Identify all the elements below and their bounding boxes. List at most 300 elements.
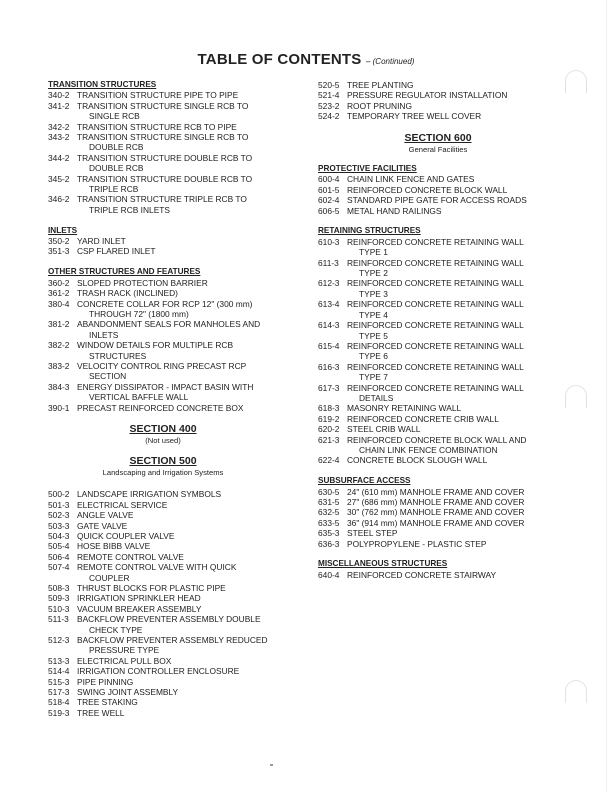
entry-title-continuation: TRIPLE RCB INLETS: [89, 204, 170, 215]
toc-entry: [48, 656, 278, 666]
entry-number: 340-2: [48, 90, 70, 101]
entry-title: [77, 246, 278, 256]
group-heading: TRANSITION STRUCTURES: [48, 80, 157, 89]
toc-entry: [318, 362, 558, 383]
section-500: [48, 455, 278, 477]
entry-number: 514-4: [48, 666, 70, 677]
toc-entry: [48, 278, 278, 288]
left-column: [48, 80, 278, 729]
toc-entry: [318, 101, 558, 111]
entry-title: [77, 593, 278, 603]
entry-title-line: VELOCITY CONTROL RING PRECAST RCP: [77, 360, 247, 371]
toc-entry: [48, 708, 278, 718]
entry-number: 380-4: [48, 298, 70, 309]
toc-entry: [48, 666, 278, 676]
entry-title-line: WINDOW DETAILS FOR MULTIPLE RCB: [77, 340, 234, 351]
entry-title-continuation: TYPE 6: [359, 351, 388, 362]
entry-title: [77, 174, 278, 195]
entry-title-line: LANDSCAPE IRRIGATION SYMBOLS: [77, 489, 222, 500]
entry-number: 602-4: [318, 195, 340, 206]
toc-entry: [318, 320, 558, 341]
entry-title: [77, 382, 278, 403]
group-heading: SUBSURFACE ACCESS: [318, 476, 411, 486]
entry-number: 512-3: [48, 635, 70, 646]
entry-title-line: REINFORCED CONCRETE RETAINING WALL: [347, 320, 524, 331]
entry-title-continuation: INLETS: [89, 329, 119, 340]
entry-number: 343-2: [48, 132, 70, 143]
entry-title: [347, 528, 558, 538]
entry-title-line: METAL HAND RAILINGS: [347, 205, 442, 216]
entry-title: [77, 521, 278, 531]
toc-entry: [318, 403, 558, 413]
section-400: [48, 423, 278, 445]
entry-title-line: TREE STAKING: [77, 697, 138, 708]
group-inlets: [48, 226, 278, 257]
entry-title-line: REMOTE CONTROL VALVE WITH QUICK: [77, 562, 237, 573]
entry-title: [347, 237, 558, 258]
entry-title-continuation: COUPLER: [89, 572, 130, 583]
toc-entry: [48, 174, 278, 195]
entry-title-line: REINFORCED CONCRETE RETAINING WALL: [347, 236, 524, 247]
entry-title-continuation: SECTION: [89, 371, 127, 382]
entry-title-line: PRECAST REINFORCED CONCRETE BOX: [77, 402, 244, 413]
entry-title-line: TRASH RACK (INCLINED): [77, 288, 178, 299]
toc-entry: [318, 435, 558, 456]
entry-title-continuation: DETAILS: [359, 392, 394, 403]
entry-title: [347, 111, 558, 121]
group-misc: [318, 559, 558, 580]
section-400-subtitle: (Not used): [145, 436, 181, 446]
entry-title-line: PRESSURE REGULATOR INSTALLATION: [347, 90, 508, 101]
entry-number: 606-5: [318, 205, 340, 216]
entry-title: [77, 666, 278, 676]
entry-title: [77, 677, 278, 687]
entry-number: 511-3: [48, 614, 69, 625]
entry-title-continuation: TYPE 4: [359, 309, 388, 320]
toc-entry: [48, 510, 278, 520]
entry-number: 610-3: [318, 236, 340, 247]
entry-number: 521-4: [318, 90, 340, 101]
toc-entry: [48, 687, 278, 697]
entry-title: [77, 403, 278, 413]
entry-title: [347, 320, 558, 341]
entry-title-line: TRANSITION STRUCTURE SINGLE RCB TO: [77, 132, 249, 143]
entry-number: 360-2: [48, 277, 70, 288]
entry-title-line: TREE WELL: [77, 707, 125, 718]
right-column: [318, 80, 558, 591]
entry-title: [347, 403, 558, 413]
entry-title-continuation: DOUBLE RCB: [89, 163, 144, 174]
entry-title-line: ELECTRICAL SERVICE: [77, 499, 168, 510]
entry-title-line: CSP FLARED INLET: [77, 246, 156, 257]
toc-entry: [318, 195, 558, 205]
entry-number: 600-4: [318, 174, 340, 185]
toc-entry: [48, 677, 278, 687]
section-600-subtitle: General Facilities: [408, 145, 468, 155]
toc-entry: [48, 153, 278, 174]
punch-hole-top: [565, 70, 587, 93]
toc-entry: [318, 383, 558, 404]
entry-number: 523-2: [318, 100, 340, 111]
entry-number: 508-3: [48, 583, 70, 594]
page-mark: [270, 764, 273, 766]
group-other: [48, 267, 278, 413]
entry-number: 345-2: [48, 173, 70, 184]
entry-title: [77, 687, 278, 697]
toc-entry: [318, 80, 558, 90]
entry-title: [347, 80, 558, 90]
entry-title: [77, 288, 278, 298]
toc-entry: [318, 299, 558, 320]
toc-entry: [48, 340, 278, 361]
entry-title: [77, 614, 278, 635]
entry-title-continuation: CHAIN LINK FENCE COMBINATION: [359, 444, 498, 455]
entry-title-continuation: TRIPLE RCB: [89, 184, 139, 195]
entry-title: [77, 562, 278, 583]
toc-entry: [48, 101, 278, 122]
entry-title-line: GATE VALVE: [77, 520, 128, 531]
entry-number: 635-3: [318, 528, 340, 539]
entry-title: [347, 185, 558, 195]
entry-title-line: VACUUM BREAKER ASSEMBLY: [77, 603, 202, 614]
entry-title-continuation: TYPE 1: [359, 247, 388, 258]
entry-number: 621-3: [318, 434, 340, 445]
entry-title: [77, 299, 278, 320]
entry-number: 515-3: [48, 676, 70, 687]
toc-entry: [48, 614, 278, 635]
entry-title-line: ABANDONMENT SEALS FOR MANHOLES AND: [77, 319, 261, 330]
entry-title-continuation: THROUGH 72" (1800 mm): [89, 308, 189, 319]
entry-number: 361-2: [48, 288, 70, 299]
entry-title: [77, 531, 278, 541]
entry-title-line: REMOTE CONTROL VALVE: [77, 551, 184, 562]
toc-entry: [48, 246, 278, 256]
entry-title-line: TRANSITION STRUCTURE RCB TO PIPE: [77, 121, 237, 132]
entry-title: [347, 206, 558, 216]
entry-number: 615-4: [318, 340, 340, 351]
entry-title: [77, 194, 278, 215]
toc-entry: [48, 489, 278, 499]
entry-title: [347, 414, 558, 424]
entry-title: [77, 132, 278, 153]
entry-title-line: TREE PLANTING: [347, 80, 414, 90]
entry-title-line: 24" (610 mm) MANHOLE FRAME AND COVER: [347, 486, 525, 497]
entry-number: 382-2: [48, 340, 70, 351]
entry-number: 505-4: [48, 541, 70, 552]
entry-title-line: STANDARD PIPE GATE FOR ACCESS ROADS: [347, 195, 527, 206]
entry-number: 619-2: [318, 413, 340, 424]
toc-entry: [318, 424, 558, 434]
entry-number: 350-2: [48, 236, 70, 247]
title-continued: – (Continued): [365, 57, 415, 66]
entry-title-line: REINFORCED CONCRETE STAIRWAY: [347, 569, 497, 580]
entry-number: 342-2: [48, 121, 70, 132]
entry-title-line: REINFORCED CONCRETE RETAINING WALL: [347, 278, 524, 289]
entry-number: 631-5: [318, 496, 340, 507]
page-edge: [606, 0, 607, 792]
toc-entry: [48, 635, 278, 656]
entry-number: 616-3: [318, 361, 340, 372]
entry-title-line: ROOT PRUNING: [347, 100, 412, 111]
entry-number: 633-5: [318, 517, 340, 528]
entry-title-line: STEEL CRIB WALL: [347, 424, 421, 435]
toc-entry: [318, 278, 558, 299]
entry-number: 383-2: [48, 360, 70, 371]
entry-title-line: 36" (914 mm) MANHOLE FRAME AND COVER: [347, 517, 525, 528]
toc-entry: [318, 237, 558, 258]
entry-number: 520-5: [318, 80, 340, 90]
entry-title: [347, 539, 558, 549]
entry-title: [347, 362, 558, 383]
entry-title: [347, 570, 558, 580]
entry-number: 502-3: [48, 510, 70, 521]
toc-entry: [48, 122, 278, 132]
entry-number: 351-3: [48, 246, 70, 257]
entry-title: [77, 236, 278, 246]
entry-title: [77, 708, 278, 718]
entry-title-line: REINFORCED CONCRETE RETAINING WALL: [347, 299, 524, 310]
toc-entry: [48, 583, 278, 593]
group-transition: [48, 80, 278, 215]
entry-title: [77, 500, 278, 510]
entry-title-line: REINFORCED CONCRETE BLOCK WALL AND: [347, 434, 527, 445]
entry-title-line: STEEL STEP: [347, 528, 398, 539]
toc-entry: [318, 507, 558, 517]
toc-entry: [318, 455, 558, 465]
entry-title-line: REINFORCED CONCRETE BLOCK WALL: [347, 184, 508, 195]
entry-title: [347, 497, 558, 507]
toc-entry: [318, 518, 558, 528]
entry-title: [77, 122, 278, 132]
entry-title: [347, 424, 558, 434]
toc-entry: [318, 206, 558, 216]
entry-number: 524-2: [318, 111, 340, 122]
entry-title-line: TRANSITION STRUCTURE DOUBLE RCB TO: [77, 152, 253, 163]
toc-entry: [318, 570, 558, 580]
entry-number: 517-3: [48, 687, 70, 698]
punch-hole-middle: [565, 385, 587, 408]
entry-title-line: REINFORCED CONCRETE CRIB WALL: [347, 413, 499, 424]
entry-title-line: SWING JOINT ASSEMBLY: [77, 687, 179, 698]
entry-title: [347, 90, 558, 100]
entry-title-line: 27" (686 mm) MANHOLE FRAME AND COVER: [347, 496, 525, 507]
entry-number: 510-3: [48, 603, 70, 614]
group-heading: RETAINING STRUCTURES: [318, 226, 421, 236]
entry-title: [77, 510, 278, 520]
entry-title-continuation: VERTICAL BAFFLE WALL: [89, 392, 189, 403]
toc-entry: [48, 541, 278, 551]
group-heading: INLETS: [48, 225, 78, 235]
entry-title: [347, 174, 558, 184]
entry-title: [77, 583, 278, 593]
entry-title-line: REINFORCED CONCRETE RETAINING WALL: [347, 382, 524, 393]
entry-title-line: CONCRETE COLLAR FOR RCP 12" (300 mm): [77, 298, 253, 309]
entry-title: [77, 635, 278, 656]
toc-entry: [48, 593, 278, 603]
entry-title-line: MASONRY RETAINING WALL: [347, 403, 462, 414]
entry-title-continuation: TYPE 3: [359, 288, 388, 299]
section-600: [318, 132, 558, 154]
toc-entry: [48, 319, 278, 340]
toc-entry: [318, 174, 558, 184]
section-500-heading: SECTION 500: [129, 455, 197, 468]
page-title: [0, 51, 612, 69]
entry-title-line: BACKFLOW PREVENTER ASSEMBLY DOUBLE: [77, 614, 261, 625]
toc-entry: [48, 500, 278, 510]
entry-title-line: TRANSITION STRUCTURE DOUBLE RCB TO: [77, 173, 253, 184]
entry-title-continuation: SINGLE RCB: [89, 111, 140, 122]
entry-title-line: REINFORCED CONCRETE RETAINING WALL: [347, 361, 524, 372]
entry-title: [77, 489, 278, 499]
entry-title-line: CHAIN LINK FENCE AND GATES: [347, 174, 475, 185]
entry-title: [347, 435, 558, 456]
entry-number: 384-3: [48, 381, 70, 392]
entry-number: 503-3: [48, 520, 70, 531]
toc-entry: [318, 414, 558, 424]
toc-entry: [48, 382, 278, 403]
entry-number: 601-5: [318, 184, 340, 195]
entry-title-continuation: TYPE 7: [359, 372, 388, 383]
entry-number: 611-3: [318, 257, 339, 268]
toc-entry: [318, 497, 558, 507]
entry-number: 630-5: [318, 486, 340, 497]
group-protective: [318, 164, 558, 216]
entry-number: 640-4: [318, 569, 340, 580]
toc-entry: [318, 185, 558, 195]
entry-title: [347, 299, 558, 320]
entry-number: 501-3: [48, 499, 70, 510]
entry-number: 346-2: [48, 194, 70, 205]
entry-title: [77, 90, 278, 100]
entry-title-line: BACKFLOW PREVENTER ASSEMBLY REDUCED: [77, 635, 268, 646]
entry-number: 341-2: [48, 100, 70, 111]
entry-title-line: TRANSITION STRUCTURE PIPE TO PIPE: [77, 90, 239, 101]
entry-title-line: SLOPED PROTECTION BARRIER: [77, 277, 208, 288]
entry-title-line: REINFORCED CONCRETE RETAINING WALL: [347, 257, 524, 268]
title-main: TABLE OF CONTENTS: [197, 51, 362, 68]
entry-title: [77, 552, 278, 562]
group-heading: PROTECTIVE FACILITIES: [318, 164, 417, 174]
entry-title-continuation: PRESSURE TYPE: [89, 645, 160, 656]
group-landscaping-continued: [318, 80, 558, 122]
entry-title: [347, 258, 558, 279]
entry-title-line: HOSE BIBB VALVE: [77, 541, 151, 552]
toc-entry: [48, 132, 278, 153]
entry-number: 509-3: [48, 593, 70, 604]
toc-entry: [48, 236, 278, 246]
group-heading: OTHER STRUCTURES AND FEATURES: [48, 267, 201, 277]
toc-entry: [48, 521, 278, 531]
entry-title: [347, 383, 558, 404]
toc-entry: [48, 90, 278, 100]
entry-title: [77, 697, 278, 707]
entry-number: 618-3: [318, 403, 340, 414]
entry-title: [347, 507, 558, 517]
toc-entry: [318, 111, 558, 121]
entry-title-line: TRANSITION STRUCTURE SINGLE RCB TO: [77, 100, 249, 111]
group-landscaping: [48, 489, 278, 718]
toc-entry: [48, 194, 278, 215]
entry-title: [347, 518, 558, 528]
entry-number: 632-5: [318, 507, 340, 518]
entry-number: 617-3: [318, 382, 340, 393]
entry-title: [77, 361, 278, 382]
entry-title-line: PIPE PINNING: [77, 676, 134, 687]
entry-title: [347, 101, 558, 111]
entry-number: 613-4: [318, 299, 340, 310]
toc-entry: [318, 341, 558, 362]
entry-number: 622-4: [318, 455, 340, 466]
entry-title: [77, 278, 278, 288]
entry-number: 636-3: [318, 538, 340, 549]
toc-entry: [318, 528, 558, 538]
entry-number: 519-3: [48, 707, 70, 718]
toc-entry: [48, 697, 278, 707]
entry-title: [347, 341, 558, 362]
toc-entry: [48, 403, 278, 413]
entry-title-line: QUICK COUPLER VALVE: [77, 530, 175, 541]
entry-title-continuation: DOUBLE RCB: [89, 142, 144, 153]
entry-number: 620-2: [318, 424, 340, 435]
toc-entry: [48, 361, 278, 382]
toc-entry: [48, 299, 278, 320]
entry-title-line: THRUST BLOCKS FOR PLASTIC PIPE: [77, 583, 226, 594]
entry-title-line: ANGLE VALVE: [77, 510, 134, 521]
entry-title: [77, 153, 278, 174]
entry-title-continuation: CHECK TYPE: [89, 624, 143, 635]
toc-entry: [318, 539, 558, 549]
entry-number: 344-2: [48, 152, 70, 163]
group-heading: MISCELLANEOUS STRUCTURES: [318, 559, 448, 569]
toc-entry: [48, 288, 278, 298]
entry-title-continuation: TYPE 2: [359, 268, 388, 279]
entry-title: [77, 340, 278, 361]
toc-entry: [48, 552, 278, 562]
entry-number: 513-3: [48, 655, 70, 666]
section-400-heading: SECTION 400: [129, 423, 197, 436]
section-500-subtitle: Landscaping and Irrigation Systems: [102, 468, 224, 478]
entry-title-line: REINFORCED CONCRETE RETAINING WALL: [347, 340, 524, 351]
entry-title-continuation: TYPE 5: [359, 330, 388, 341]
entry-title: [347, 487, 558, 497]
toc-entry: [48, 604, 278, 614]
entry-title-line: CONCRETE BLOCK SLOUGH WALL: [347, 455, 488, 466]
section-600-heading: SECTION 600: [404, 132, 472, 145]
entry-title: [347, 455, 558, 465]
entry-title-line: 30" (762 mm) MANHOLE FRAME AND COVER: [347, 507, 525, 518]
entry-title-line: POLYPROPYLENE - PLASTIC STEP: [347, 538, 487, 549]
entry-title: [77, 604, 278, 614]
punch-hole-bottom: [565, 680, 587, 703]
entry-title-line: IRRIGATION SPRINKLER HEAD: [77, 593, 201, 604]
entry-title-line: TRANSITION STRUCTURE TRIPLE RCB TO: [77, 194, 247, 205]
toc-entry: [318, 90, 558, 100]
toc-entry: [318, 487, 558, 497]
entry-title-line: ELECTRICAL PULL BOX: [77, 655, 172, 666]
entry-number: 500-2: [48, 489, 70, 500]
entry-number: 518-4: [48, 697, 70, 708]
entry-title: [347, 278, 558, 299]
entry-title-continuation: STRUCTURES: [89, 350, 147, 361]
entry-number: 612-3: [318, 278, 340, 289]
entry-title: [77, 541, 278, 551]
toc-entry: [48, 562, 278, 583]
entry-title-line: IRRIGATION CONTROLLER ENCLOSURE: [77, 666, 240, 677]
toc-entry: [48, 531, 278, 541]
group-subsurface: [318, 476, 558, 549]
toc-entry: [318, 258, 558, 279]
entry-number: 614-3: [318, 320, 340, 331]
